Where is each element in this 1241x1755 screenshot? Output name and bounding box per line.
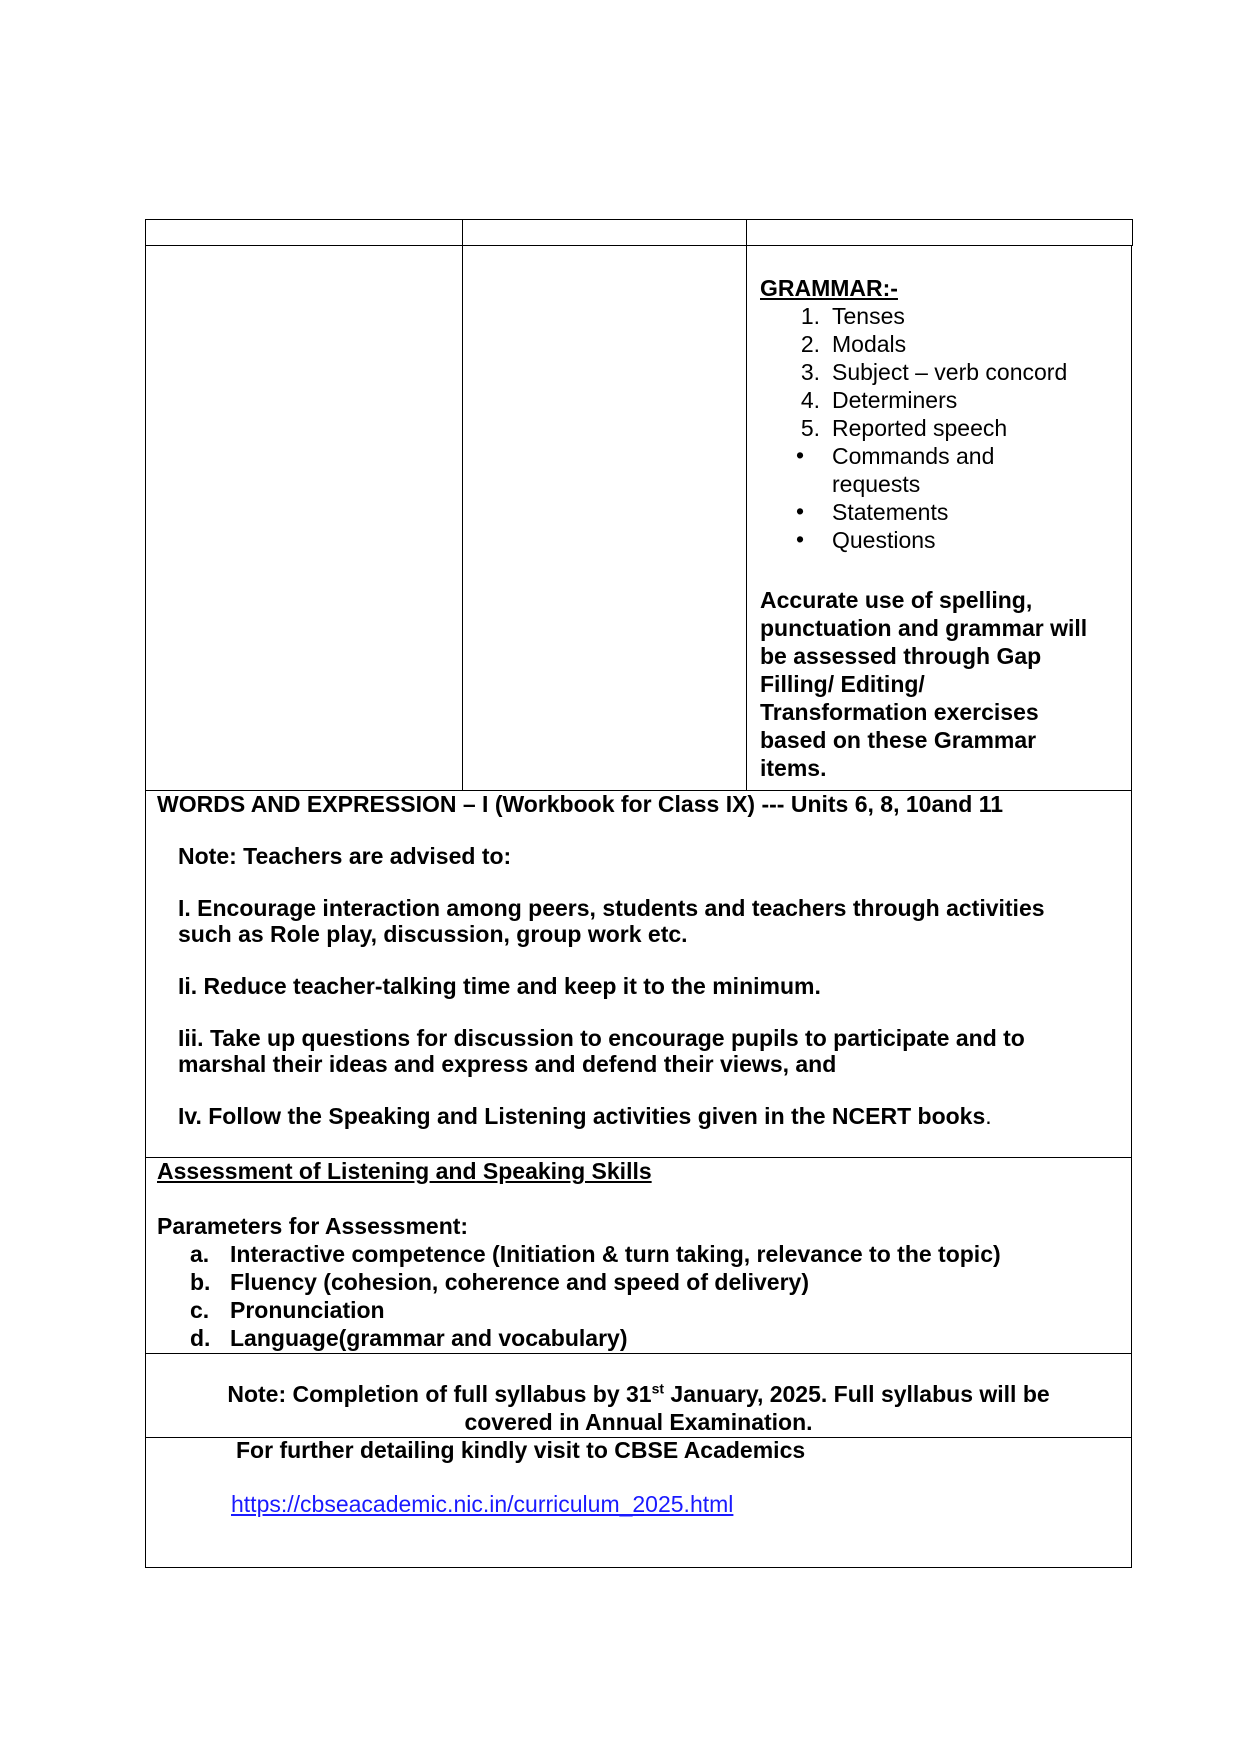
note-line: items. [760,755,827,781]
list-letter: b. [190,1269,211,1295]
table-border [746,219,747,791]
list-number: 2. [800,331,820,357]
note-line: punctuation and grammar will [760,615,1088,641]
list-text: Reported speech [832,415,1008,441]
table-border [145,219,1132,220]
note-point-1: I. Encourage interaction among peers, students and teachers through activities [178,895,1045,921]
list-number: 5. [800,415,820,441]
completion-note [146,1380,1131,1408]
note-point-1-cont: such as Role play, discussion, group work etc. [178,921,688,947]
note-point-4-text: Iv. Follow the Speaking and Listening activities given in the NCERT books [178,1103,986,1129]
note-point-4 [178,1102,992,1130]
list-number: 3. [800,359,820,385]
completion-note-text-cont: January, 2025. Full syllabus will be [664,1381,1050,1407]
list-letter: d. [190,1325,211,1351]
date-suffix: st [651,1380,665,1397]
table-border [145,245,1132,246]
list-text: Pronunciation [230,1297,385,1323]
list-letter: c. [190,1297,210,1323]
list-text: Statements [832,499,949,525]
completion-note-line2: covered in Annual Examination. [464,1409,813,1435]
note-line: be assessed through Gap [760,643,1042,669]
table-border [145,219,146,1568]
list-text: Questions [832,527,936,553]
table-border [1132,219,1133,246]
list-text: Determiners [832,387,958,413]
teachers-note-heading: Note: Teachers are advised to: [178,843,512,869]
note-point-4-end: . [985,1103,992,1129]
table-border [145,1353,1131,1354]
note-point-2: Ii. Reduce teacher-talking time and keep it to the minimum. [178,973,821,999]
list-text: requests [832,471,921,497]
bullet-icon: • [795,498,805,524]
assessment-heading: Assessment of Listening and Speaking Skills [157,1158,652,1184]
grammar-heading: GRAMMAR:- [760,275,898,301]
list-text: Fluency (cohesion, coherence and speed of delivery) [230,1269,809,1295]
note-point-3-cont: marshal their ideas and express and defend their views, and [178,1051,837,1077]
further-detailing-text: For further detailing kindly visit to CBSE Academics [236,1437,806,1463]
list-text: Language(grammar and vocabulary) [230,1325,628,1351]
list-text: Interactive competence (Initiation & turn taking, relevance to the topic) [230,1241,1001,1267]
list-text: Tenses [832,303,905,329]
completion-note-text: Note: Completion of full syllabus by 31 [227,1381,652,1407]
bullet-icon: • [795,526,805,552]
cbse-curriculum-link[interactable]: https://cbseacademic.nic.in/curriculum_2025.html [231,1491,734,1517]
table-border [462,219,463,791]
table-border [1131,245,1132,1568]
bullet-icon: • [795,442,805,468]
note-line: Accurate use of spelling, [760,587,1033,613]
list-letter: a. [190,1241,210,1267]
note-line: Transformation exercises [760,699,1039,725]
note-point-3: Iii. Take up questions for discussion to encourage pupils to participate and to [178,1025,1025,1051]
list-number: 1. [800,303,820,329]
note-line: Filling/ Editing/ [760,671,925,697]
list-number: 4. [800,387,820,413]
words-title: WORDS AND EXPRESSION – I (Workbook for Class IX) --- Units 6, 8, 10and 11 [157,791,1004,817]
note-line: based on these Grammar [760,727,1037,753]
table-border [145,1567,1131,1568]
list-text: Modals [832,331,907,357]
parameters-heading: Parameters for Assessment: [157,1213,469,1239]
list-text: Subject – verb concord [832,359,1068,385]
list-text: Commands and [832,443,995,469]
